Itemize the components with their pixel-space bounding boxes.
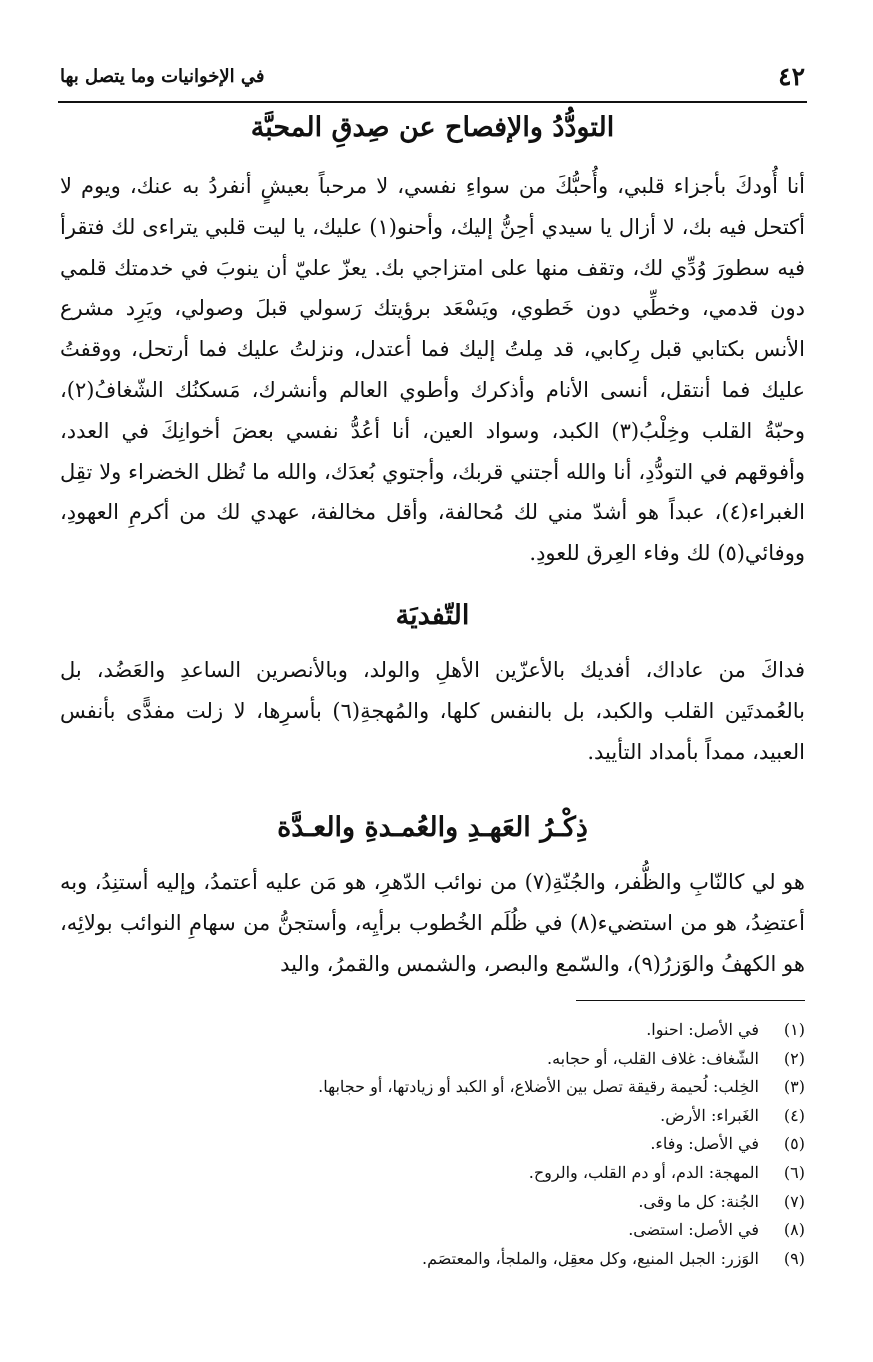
section-paragraph-affection: أنا أُودكَ بأجزاء قلبي، وأُحبُّكَ من سواءِ نفسي، لا مرحباً بعيشٍ أنفردُ به عنك، ويوم لا أكتحل فيه بك، لا أزال يا سيدي أحِنُّ إليك، وأحنو(١) عليك، يا ليت قلبي يتراءى لك فتقرأ فيه سطورَ وُدِّي لك، وتقف منها على امتزاجي بك. يعزّ عليّ أن ينوبَ في خدمتك قلمي دون قدمي، وخطِّي دون خَطوي، ويَسْعَد برؤيتك رَسولي قبلَ وصولي، ويَرِد مشرع الأنس بكتابي قبل رِكابي، قد مِلتُ إليك فما أعتدل، ونزلتُ عليك فما أرتحل، ووقفتُ عليك فما أنتقل، أنسى الأنام وأذكرك وأطوي العالم وأنشرك، مَسكنُك الشّغافُ(٢)، وحبّةُ القلب وخِلْبُ(٣) الكبد، وسواد العين، أنا أعُدُّ نفسي بعضَ أخوانِكَ في العدد، وأفوقهم في التودُّدِ، أنا والله أجتني قربك، وأجتوي بُعدَك، والله ما تُظل الخضراء ولا تقِل الغبراء(٤)، عبداً هو أشدّ مني لك مُحالفة، وأقل مخالفة، عهدي لك من أكرمِ العهودِ، ووفائي(٥) لك وفاء العِرق للعودِ. [60,174,806,566]
footnote-number: (٩) [783,1248,805,1268]
footnote-number: (٧) [783,1191,805,1211]
footnote-text: المهجة: الدم، أو دم القلب، والروح. [528,1162,759,1182]
section-title-affection: التودُّدُ والإفصاح عن صِدقِ المحبَّة [250,112,615,143]
footnote-number: (٤) [783,1105,805,1125]
footnote-text: الخِلب: لُحيمة رقيقة تصل بين الأضلاع، أو الكبد أو زيادتها، أو حجابها. [318,1077,759,1097]
footnote-number: (٦) [783,1162,805,1182]
footnotes-list [60,1016,805,1273]
footnote-item [60,1045,805,1074]
footnote-text: في الأصل: وفاء. [650,1134,759,1154]
footnote-item [60,1245,805,1274]
footnote-item [60,1102,805,1131]
running-title: في الإخوانيات وما يتصل بها [60,65,265,87]
footnote-number: (٢) [783,1048,805,1068]
footnote-item [60,1073,805,1102]
footnote-number: (٥) [783,1134,805,1154]
running-head [60,56,805,96]
footnote-item [60,1130,805,1159]
section-title-covenant: ذِكْـرُ العَهـدِ والعُمـدةِ والعـدَّة [277,812,588,843]
footnote-text: الغَبراء: الأرض. [660,1105,759,1125]
section-paragraph-ransom: فداكَ من عاداك، أفديك بالأعزّين الأهلِ والولد، وبالأنصرين الساعدِ والعَضُد، بل بالعُمدتَين القلب والكبد، بل بالنفس كلها، والمُهجةِ(٦) بأسرِها، لا زلت مفدًّى بأنفس العبيد، ممداً بأمداد التأييد. [60,658,805,764]
section-title-ransom: التّفديَة [395,600,470,631]
footnote-text: الجُنة: كل ما وقى. [638,1191,759,1211]
footnote-text: في الأصل: احنوا. [646,1020,759,1039]
footnote-rule [576,1000,805,1001]
footnote-text: الشّغاف: غلاف القلب، أو حجابه. [547,1048,759,1068]
header-rule [58,101,807,103]
footnote-text: الوَزر: الجبل المنيع، وكل معقِل، والملجأ، والمعتصَم. [422,1248,759,1268]
footnote-item [60,1216,805,1245]
footnote-text: في الأصل: استضى. [628,1220,759,1240]
section-paragraph-covenant: هو لي كالنّابِ والظُّفر، والجُنّةِ(٧) من نوائب الدّهرِ، هو مَن عليه أعتمدُ، وإليه أستنِدُ، وبه أعتضِدُ، هو من استضيء(٨) في ظُلَم الخُطوب برأيِه، وأستجنُّ من سهامِ النوائب بولائِه، هو الكهفُ والوَزرُ(٩)، والسّمع والبصر، والشمس والقمرُ، واليد [60,870,805,976]
footnote-item [60,1188,805,1217]
footnote-number: (٣) [783,1077,805,1097]
footnote-number: (٨) [783,1220,805,1240]
footnote-item [60,1016,805,1045]
footnote-item [60,1159,805,1188]
footnote-number: (١) [783,1020,805,1039]
page-number: ٤٢ [778,61,805,91]
